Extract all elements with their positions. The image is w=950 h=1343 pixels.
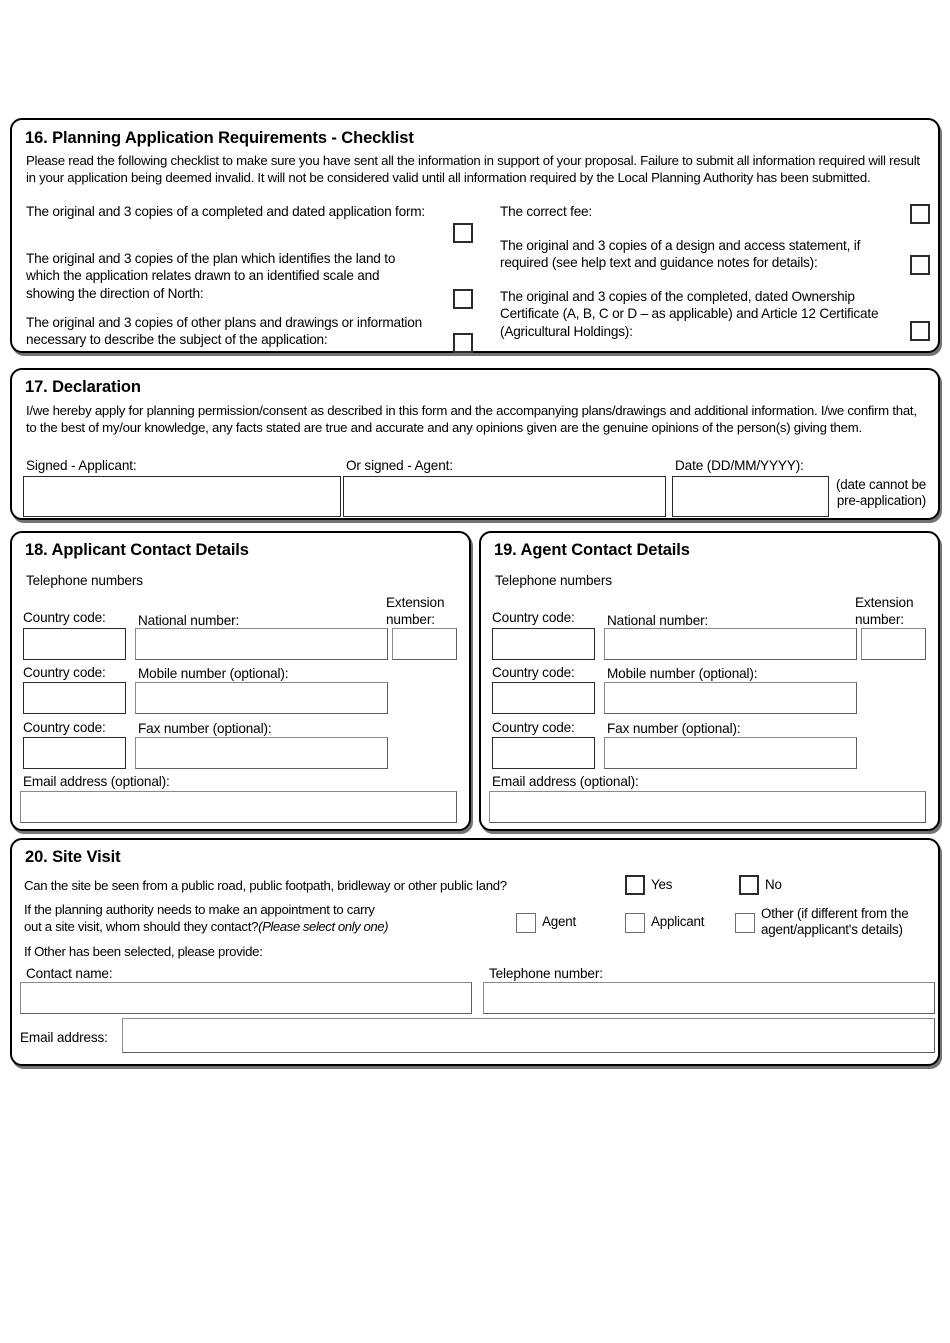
date-note-line-1: (date cannot be <box>835 477 926 492</box>
applicant-national-number-label: National number: <box>138 613 240 628</box>
checklist-checkbox-other-plans[interactable] <box>453 333 473 353</box>
section-18-applicant-contact <box>10 531 471 831</box>
section-18-title: 18. Applicant Contact Details <box>25 541 249 559</box>
applicant-country-code-3-input[interactable] <box>23 737 126 769</box>
date-note-line-2: pre-application) <box>836 493 926 509</box>
agent-national-number-label: National number: <box>607 613 709 628</box>
applicant-extension-label-line-2: number: <box>386 612 435 627</box>
declaration-date-input[interactable] <box>672 476 829 517</box>
signed-agent-input[interactable] <box>343 476 666 517</box>
agent-email-input[interactable] <box>489 791 926 823</box>
site-visibility-no-checkbox[interactable] <box>739 875 759 895</box>
applicant-country-code-1-input[interactable] <box>23 628 126 660</box>
agent-country-code-3-label: Country code: <box>492 720 575 735</box>
applicant-fax-number-label: Fax number (optional): <box>138 721 272 736</box>
site-visit-contact-agent-checkbox[interactable] <box>516 913 536 933</box>
site-visit-contact-question-line-1: If the planning authority needs to make an appointment to carry <box>24 902 375 917</box>
declaration-date-label: Date (DD/MM/YYYY): <box>675 458 804 473</box>
section-16-checklist <box>10 118 940 353</box>
site-visit-telephone-number-input[interactable] <box>483 982 935 1014</box>
site-visit-contact-applicant-label: Applicant <box>651 914 705 929</box>
checklist-item-location-plan-label: The original and 3 copies of the plan which identifies the land to which the application relates drawn to an identified scale and showing the direction of North: <box>26 251 396 301</box>
applicant-country-code-2-label: Country code: <box>23 665 106 680</box>
agent-extension-label-line-1: Extension <box>855 595 914 610</box>
agent-mobile-number-label: Mobile number (optional): <box>607 666 758 681</box>
signed-agent-label: Or signed - Agent: <box>346 458 453 473</box>
site-visit-contact-other-label <box>761 906 941 937</box>
section-19-agent-contact <box>479 531 940 831</box>
site-visit-email-address-input[interactable] <box>122 1018 935 1053</box>
section-19-title: 19. Agent Contact Details <box>494 541 690 559</box>
applicant-fax-number-input[interactable] <box>135 737 388 769</box>
site-visit-contact-applicant-checkbox[interactable] <box>625 913 645 933</box>
site-visit-email-address-label: Email address: <box>20 1030 108 1045</box>
applicant-mobile-number-input[interactable] <box>135 682 388 714</box>
site-visibility-yes-label: Yes <box>651 877 673 892</box>
applicant-extension-label-line-1: Extension <box>386 595 445 610</box>
section-17-declaration <box>10 368 940 520</box>
agent-extension-label-line-2: number: <box>855 612 904 627</box>
checklist-item-other-plans-label: The original and 3 copies of other plans and drawings or information necessary to describe the subject of the application: <box>26 315 422 348</box>
checklist-checkbox-design-access-statement[interactable] <box>910 255 930 275</box>
checklist-checkbox-ownership-certificate[interactable] <box>910 321 930 341</box>
agent-telephone-heading: Telephone numbers <box>495 573 612 588</box>
site-visibility-no-label: No <box>765 877 782 892</box>
agent-country-code-1-label: Country code: <box>492 610 575 625</box>
site-visibility-question: Can the site be seen from a public road, public footpath, bridleway or other public land? <box>24 878 507 893</box>
checklist-item-design-access-statement-label: The original and 3 copies of a design and access statement, if required (see help text and guidance notes for details): <box>500 238 861 271</box>
checklist-checkbox-application-form[interactable] <box>453 223 473 243</box>
agent-fax-number-label: Fax number (optional): <box>607 721 741 736</box>
checklist-item-ownership-certificate-label: The original and 3 copies of the completed, dated Ownership Certificate (A, B, C or D – as applicable) and Article 12 Certificate (Agricultural Holdings): <box>500 289 879 339</box>
site-visit-contact-question <box>24 902 524 935</box>
site-visit-select-one-note: (Please select only one) <box>258 918 389 934</box>
applicant-country-code-3-label: Country code: <box>23 720 106 735</box>
site-visit-other-line-2: agent/applicant's details) <box>761 921 903 937</box>
checklist-item-application-form-label: The original and 3 copies of a completed and dated application form: <box>26 204 426 219</box>
site-visit-contact-question-line-2: out a site visit, whom should they contact? <box>24 918 259 934</box>
site-visit-contact-agent-label: Agent <box>542 914 576 929</box>
applicant-extension-number-input[interactable] <box>392 628 457 660</box>
applicant-mobile-number-label: Mobile number (optional): <box>138 666 289 681</box>
section-20-site-visit <box>10 838 940 1066</box>
section-20-title: 20. Site Visit <box>25 848 121 866</box>
agent-country-code-1-input[interactable] <box>492 628 595 660</box>
signed-applicant-label: Signed - Applicant: <box>26 458 137 473</box>
agent-national-number-input[interactable] <box>604 628 857 660</box>
agent-country-code-2-label: Country code: <box>492 665 575 680</box>
section-17-title: 17. Declaration <box>25 378 141 396</box>
site-visit-contact-name-input[interactable] <box>20 982 472 1014</box>
site-visibility-yes-checkbox[interactable] <box>625 875 645 895</box>
agent-extension-number-input[interactable] <box>861 628 926 660</box>
agent-country-code-3-input[interactable] <box>492 737 595 769</box>
applicant-national-number-input[interactable] <box>135 628 388 660</box>
section-16-intro: Please read the following checklist to make sure you have sent all the information in support of your proposal. Failure to submit all information required will result in your application being deemed invalid. It will not be considered valid until all information required by the Local Planning Authority has been submitted. <box>26 153 920 185</box>
site-visit-telephone-number-label: Telephone number: <box>489 966 603 981</box>
applicant-email-input[interactable] <box>20 791 457 823</box>
checklist-item-correct-fee-label: The correct fee: <box>500 204 592 219</box>
applicant-telephone-heading: Telephone numbers <box>26 573 143 588</box>
agent-country-code-2-input[interactable] <box>492 682 595 714</box>
checklist-checkbox-location-plan[interactable] <box>453 289 473 309</box>
agent-email-label: Email address (optional): <box>492 774 639 789</box>
section-16-title: 16. Planning Application Requirements - Checklist <box>25 129 414 147</box>
section-17-intro: I/we hereby apply for planning permission/consent as described in this form and the accompanying plans/drawings and additional information. I/we confirm that, to the best of my/our knowledge, any facts stated are true and accurate and any opinions given are the genuine opinions of the person(s) giving them. <box>26 403 917 435</box>
applicant-email-label: Email address (optional): <box>23 774 170 789</box>
applicant-country-code-1-label: Country code: <box>23 610 106 625</box>
site-visit-other-line-1: Other (if different from the <box>761 906 909 921</box>
checklist-checkbox-correct-fee[interactable] <box>910 204 930 224</box>
site-visit-contact-other-checkbox[interactable] <box>735 913 755 933</box>
signed-applicant-input[interactable] <box>23 476 341 517</box>
other-selected-prompt: If Other has been selected, please provide: <box>24 944 263 959</box>
agent-mobile-number-input[interactable] <box>604 682 857 714</box>
agent-fax-number-input[interactable] <box>604 737 857 769</box>
date-note <box>812 477 926 510</box>
site-visit-contact-name-label: Contact name: <box>26 966 113 981</box>
applicant-country-code-2-input[interactable] <box>23 682 126 714</box>
